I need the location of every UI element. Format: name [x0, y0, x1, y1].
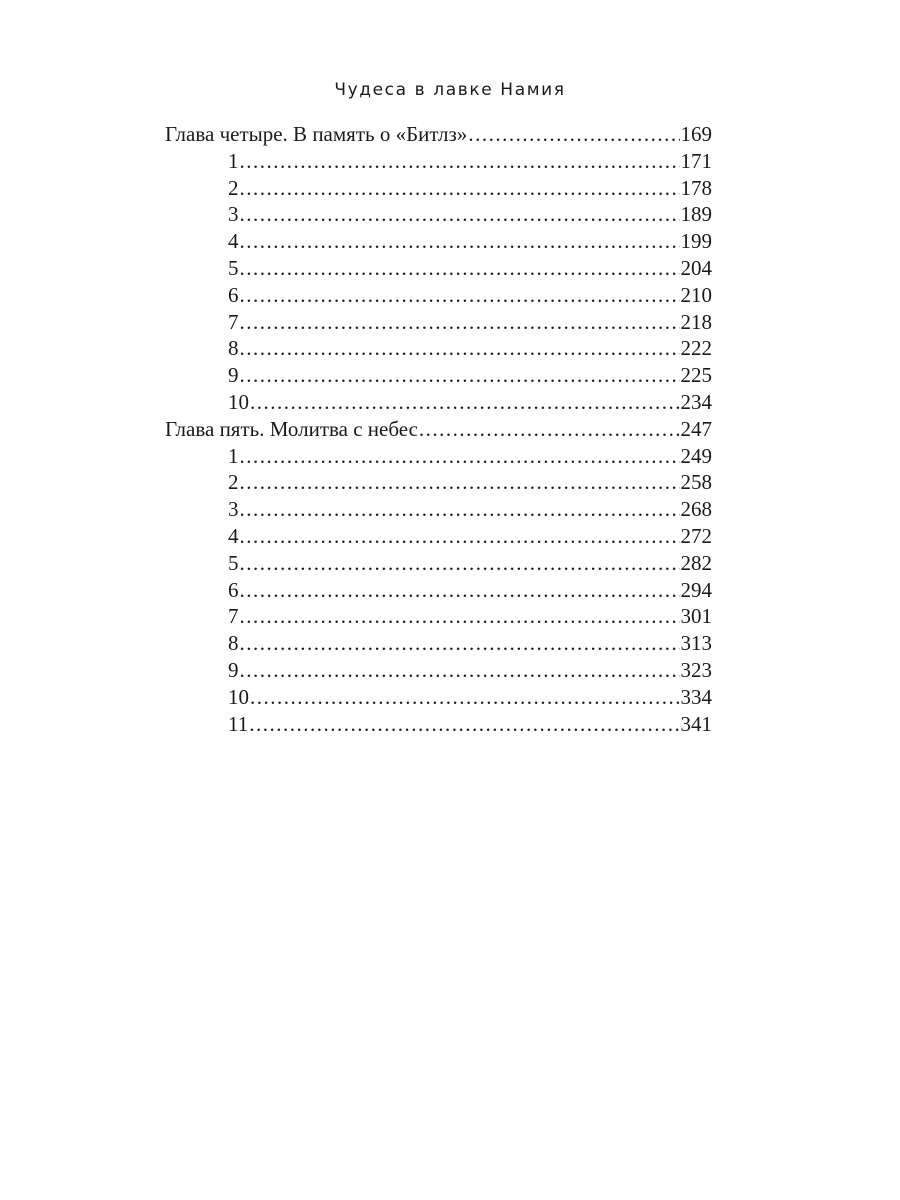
- toc-entry-label: 5: [228, 255, 239, 280]
- toc-section: [165, 603, 712, 630]
- toc-section: [165, 148, 712, 175]
- dot-leader: [468, 121, 679, 148]
- toc-section: [165, 657, 712, 684]
- toc-entry-label: 9: [228, 657, 239, 682]
- toc-page-number: 234: [680, 389, 712, 414]
- toc-section: [165, 389, 712, 416]
- toc-entry-label: 1: [228, 148, 239, 173]
- toc-section: [165, 335, 712, 362]
- toc-section: [165, 711, 712, 738]
- dot-leader: [240, 175, 680, 202]
- toc-entry-label: 9: [228, 363, 239, 388]
- toc-page-number: 249: [680, 443, 712, 468]
- dot-leader: [240, 255, 680, 282]
- toc-entry-label: 11: [228, 711, 249, 736]
- toc-page-number: 178: [680, 175, 712, 200]
- toc-entry-label: 2: [228, 470, 239, 495]
- toc-entry-label: 10: [228, 684, 249, 709]
- toc-section: [165, 577, 712, 604]
- toc-entry-label: 1: [228, 443, 239, 468]
- dot-leader: [240, 657, 680, 684]
- toc-entry-label: 4: [228, 229, 239, 254]
- toc-page-number: 218: [680, 309, 712, 334]
- toc-entry-label: 10: [228, 389, 249, 414]
- toc-section: [165, 550, 712, 577]
- dot-leader: [419, 416, 680, 443]
- toc-section: [165, 201, 712, 228]
- toc-section: [165, 469, 712, 496]
- toc-page-number: 294: [680, 577, 712, 602]
- toc-chapter-5: [165, 416, 712, 443]
- toc-page-number: 222: [680, 336, 712, 361]
- toc-section: [165, 362, 712, 389]
- toc-page-number: 341: [680, 711, 712, 736]
- toc-page-number: 334: [680, 684, 712, 709]
- dot-leader: [240, 148, 680, 175]
- toc-entry-label: 3: [228, 202, 239, 227]
- toc-entry-label: 2: [228, 175, 239, 200]
- dot-leader: [240, 335, 680, 362]
- dot-leader: [240, 603, 680, 630]
- toc-entry-label: 8: [228, 336, 239, 361]
- dot-leader: [240, 577, 680, 604]
- dot-leader: [240, 443, 680, 470]
- toc-entry-label: 3: [228, 497, 239, 522]
- toc-page-number: 169: [680, 122, 712, 146]
- dot-leader: [240, 523, 680, 550]
- toc-entry-label: Глава четыре. В память о «Битлз»: [165, 122, 468, 146]
- toc-section: [165, 175, 712, 202]
- dot-leader: [240, 201, 680, 228]
- toc-page-number: 225: [680, 363, 712, 388]
- toc-chapter-4: [165, 121, 712, 148]
- toc-entry-label: 5: [228, 550, 239, 575]
- toc-page-number: 282: [680, 550, 712, 575]
- dot-leader: [240, 469, 680, 496]
- toc-section: [165, 523, 712, 550]
- toc-page-number: 313: [680, 631, 712, 656]
- toc-page-number: 210: [680, 282, 712, 307]
- dot-leader: [249, 711, 679, 738]
- toc-entry-label: 7: [228, 604, 239, 629]
- dot-leader: [240, 228, 680, 255]
- toc-page-number: 258: [680, 470, 712, 495]
- toc-entry-label: 8: [228, 631, 239, 656]
- toc-page-number: 301: [680, 604, 712, 629]
- toc-section: [165, 309, 712, 336]
- toc-page-number: 323: [680, 657, 712, 682]
- dot-leader: [240, 309, 680, 336]
- toc-section: [165, 630, 712, 657]
- toc-entry-label: 7: [228, 309, 239, 334]
- toc-page-number: 268: [680, 497, 712, 522]
- dot-leader: [240, 630, 680, 657]
- dot-leader: [250, 684, 680, 711]
- toc-entry-label: 4: [228, 523, 239, 548]
- toc-page-number: 199: [680, 229, 712, 254]
- toc-entry-label: 6: [228, 282, 239, 307]
- dot-leader: [250, 389, 680, 416]
- running-head: Чудеса в лавке Намия: [334, 80, 566, 100]
- toc-page-number: 247: [680, 416, 712, 441]
- table-of-contents: [165, 121, 712, 737]
- dot-leader: [240, 362, 680, 389]
- toc-entry-label: Глава пять. Молитва с небес: [165, 416, 418, 441]
- toc-section: [165, 282, 712, 309]
- toc-section: [165, 443, 712, 470]
- toc-section: [165, 255, 712, 282]
- toc-section: [165, 496, 712, 523]
- dot-leader: [240, 496, 680, 523]
- toc-page-number: 204: [680, 255, 712, 280]
- dot-leader: [240, 550, 680, 577]
- toc-page-number: 189: [680, 202, 712, 227]
- toc-section: [165, 684, 712, 711]
- dot-leader: [240, 282, 680, 309]
- toc-entry-label: 6: [228, 577, 239, 602]
- toc-section: [165, 228, 712, 255]
- toc-page-number: 171: [680, 148, 712, 173]
- toc-page-number: 272: [680, 523, 712, 548]
